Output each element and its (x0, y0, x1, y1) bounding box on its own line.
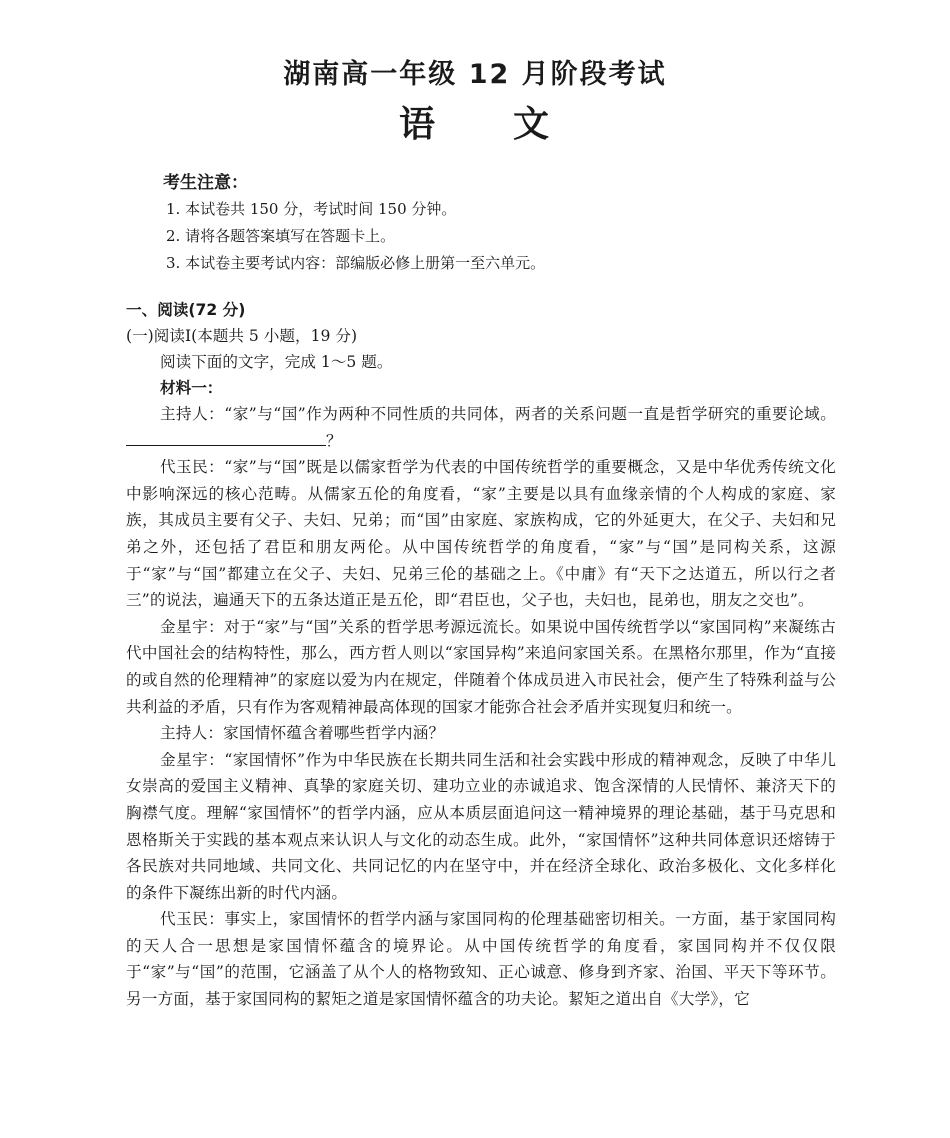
subsection-title: (一)阅读Ⅰ(本题共 5 小题，19 分) (126, 327, 358, 345)
paragraph-jin-xingyu-1: 金星宇：对于“家”与“国”关系的哲学思考源远流长。如果说中国传统哲学以“家国同构”来凝练古代中国社会的结构特性，那么，西方哲人则以“家国异构”来追问家国关系。在黑格尔那里，作为“直接的或自然的伦理精神”的家庭以爱为内在规定，伴随着个体成员进入市民社会，便产生了特殊利益与公共利益的矛盾，只有作为客观精神最高体现的国家才能弥合社会矛盾并实现复归和统一。 (126, 617, 836, 716)
paragraph-text: ？ (326, 431, 342, 450)
paragraph-text: 主持人：“家”与“国”作为两种不同性质的共同体，两者的关系问题一直是哲学研究的重要论域。 (160, 405, 836, 423)
paragraph-dai-yumin-1: 代玉民：“家”与“国”既是以儒家哲学为代表的中国传统哲学的重要概念，又是中华优秀传统文化中影响深远的核心范畴。从儒家五伦的角度看，“家”主要是以具有血缘亲情的个人构成的家庭、家族，其成员主要有父子、夫妇、兄弟；而“国”由家庭、家族构成，它的外延更大，在父子、夫妇和兄弟之外，还包括了君臣和朋友两伦。从中国传统哲学的角度看，“家”与“国”是同构关系，这源于“家”与“国”都建立在父子、夫妇、兄弟三伦的基础之上。《中庸》有“天下之达道五，所以行之者三”的说法，遍通天下的五条达道正是五伦，即“君臣也，父子也，夫妇也，昆弟也，朋友之交也”。 (126, 458, 836, 610)
exam-notice (163, 170, 863, 277)
section-title: 一、阅读(72 分) (126, 301, 246, 319)
material-label: 材料一： (160, 379, 223, 397)
notice-heading: 考生注意： (163, 173, 248, 193)
reading-instruction: 阅读下面的文字，完成 1～5 题。 (160, 353, 393, 371)
reading-section (126, 297, 836, 1013)
subject-title: 语 文 (398, 104, 551, 145)
exam-title: 湖南高一年级 12 月阶段考试 (283, 59, 667, 90)
notice-item: 1. 本试卷共 150 分，考试时间 150 分钟。 (166, 200, 457, 218)
paragraph-jin-xingyu-2: 金星宇：“家国情怀”作为中华民族在长期共同生活和社会实践中形成的精神观念，反映了中华儿女崇高的爱国主义精神、真挚的家庭关切、建功立业的赤诚追求、饱含深情的人民情怀、兼济天下的胸襟气度。理解“家国情怀”的哲学内涵，应从本质层面追问这一精神境界的理论基础，基于马克思和恩格斯关于实践的基本观点来认识人与文化的动态生成。此外，“家国情怀”这种共同体意识还熔铸于各民族对共同地域、共同文化、共同记忆的内在坚守中，并在经济全球化、政治多极化、文化多样化的条件下凝练出新的时代内涵。 (126, 750, 836, 902)
notice-item: 2. 请将各题答案填写在答题卡上。 (166, 227, 396, 245)
paragraph-dai-yumin-2: 代玉民：事实上，家国情怀的哲学内涵与家国同构的伦理基础密切相关。一方面，基于家国同构的天人合一思想是家国情怀蕴含的境界论。从中国传统哲学的角度看，家国同构并不仅仅限于“家”与“国”的范围，它涵盖了从个人的格物致知、正心诚意、修身到齐家、治国、平天下等环节。另一方面，基于家国同构的絜矩之道是家国情怀蕴含的功夫论。絜矩之道出自《大学》，它 (126, 910, 836, 1009)
notice-item: 3. 本试卷主要考试内容：部编版必修上册第一至六单元。 (166, 254, 546, 272)
paragraph-host-question-2: 主持人：家国情怀蕴含着哪些哲学内涵？ (160, 724, 445, 743)
paragraph-host-question-1 (126, 401, 836, 454)
answer-blank[interactable] (126, 431, 326, 446)
